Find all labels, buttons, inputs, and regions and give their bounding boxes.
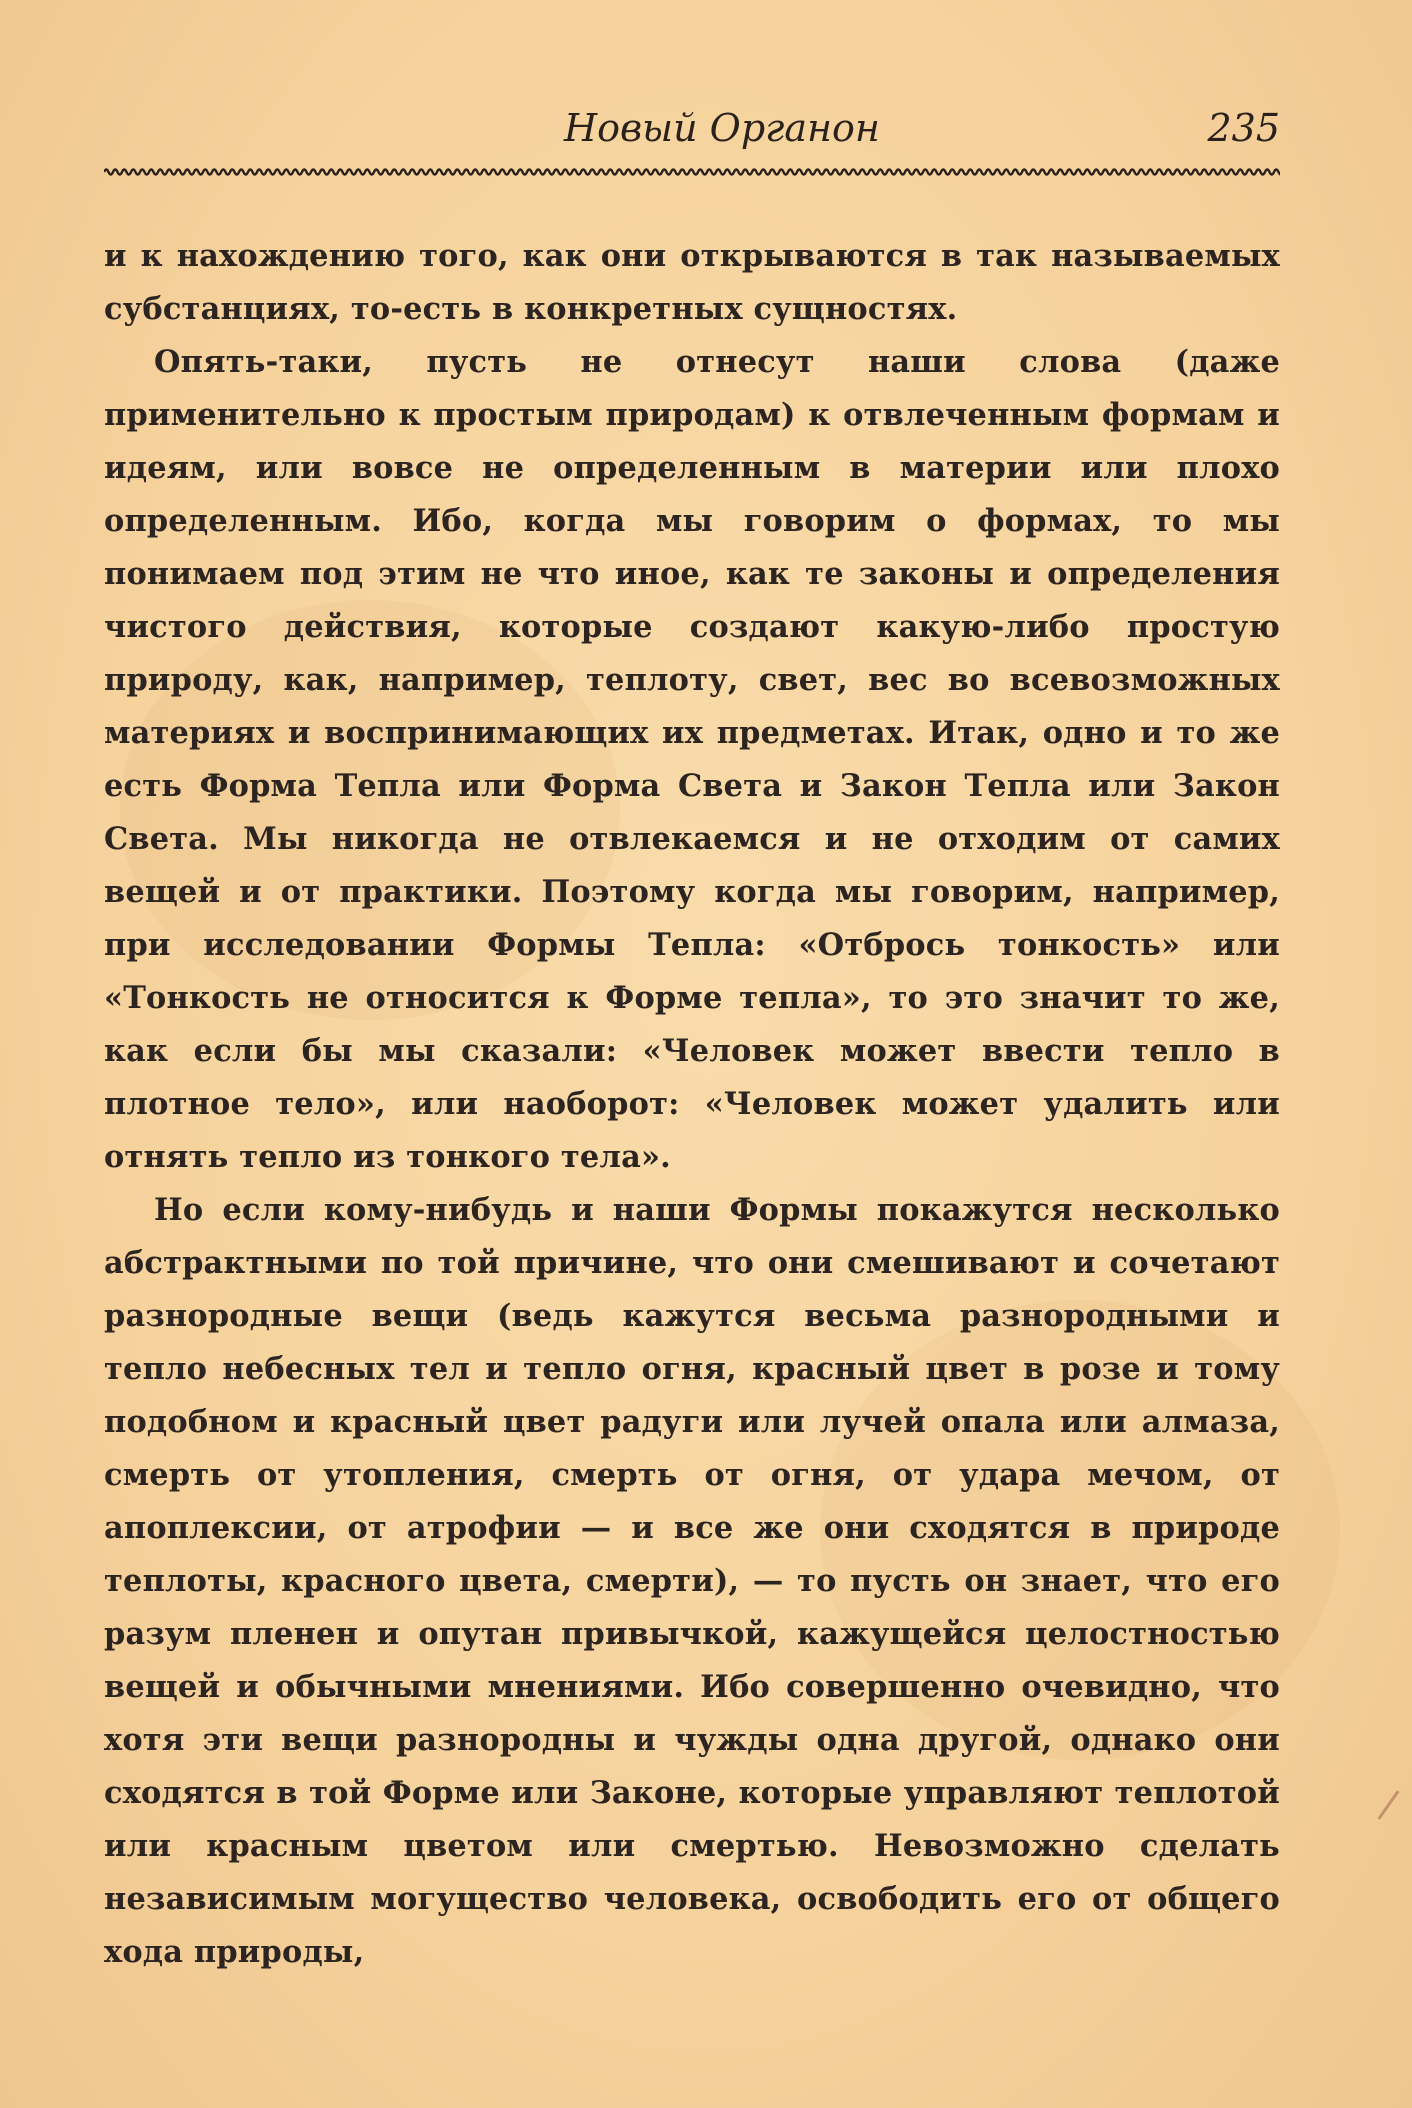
body-text <box>104 230 1280 1979</box>
paragraph-1: и к нахождению того, как они открываются в так называемых субстанциях, то-есть в конкретных сущностях. <box>104 238 1280 327</box>
paragraph-3: Но если кому-нибудь и наши Формы покажутся несколько абстрактными по той причине, что они смешивают и сочетают разнородные вещи (ведь кажутся весьма разнородными и тепло небесных тел и тепло огня, красный цвет в розе и тому подобном и красный цвет радуги или лучей опала или алмаза, смерть от утопления, смерть от огня, от удара мечом, от апоплексии, от атрофии — и все же они сходятся в природе теплоты, красного цвета, смерти), — то пусть он знает, что его разум пленен и опутан привычкой, кажущейся целостностью вещей и обычными мнениями. Ибо совершенно очевидно, что хотя эти вещи разнородны и чужды одна другой, однако они сходятся в той Форме или Законе, которые управляют теплотой или красным цветом или смертью. Невозможно сделать независимым могущество человека, освободить его от общего хода природы, <box>104 1192 1280 1970</box>
paragraph-2: Опять-таки, пусть не отнесут наши слова (даже применительно к простым природам) к отвлеченным формам и идеям, или вовсе не определенным в материи или плохо определенным. Ибо, когда мы говорим о формах, то мы понимаем под этим не что иное, как те законы и определения чистого действия, которые создают какую-либо простую природу, как, например, теплоту, свет, вес во всевозможных материях и воспринимающих их предметах. Итак, одно и то же есть Форма Тепла или Форма Света и Закон Тепла или Закон Света. Мы никогда не отвлекаемся и не отходим от самих вещей и от практики. Поэтому когда мы говорим, например, при исследовании Формы Тепла: «Отбрось тонкость» или «Тонкость не относится к Форме тепла», то это значит то же, как если бы мы сказали: «Человек может ввести тепло в плотное тело», или наоборот: «Человек может удалить или отнять тепло из тонкого тела». <box>104 344 1280 1175</box>
page-header <box>104 100 1280 160</box>
wavy-rule <box>104 166 1280 178</box>
pencil-mark <box>1378 1790 1400 1820</box>
page-number: 235 <box>1207 106 1280 150</box>
running-title: Новый Органон <box>564 106 880 150</box>
